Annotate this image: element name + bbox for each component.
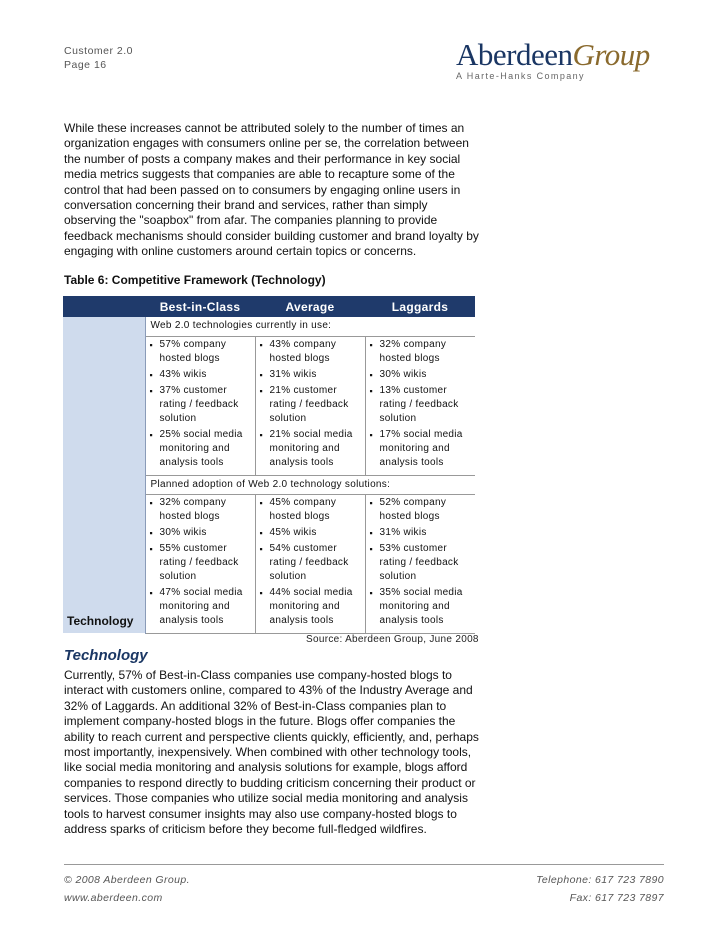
list-item: ▪ 57% company hosted blogs	[150, 338, 251, 366]
list-item: ▪ 13% customer rating / feedback solution	[370, 384, 472, 426]
list-item: ▪ 44% social media monitoring and analysis tools	[260, 586, 361, 628]
list-item: ▪ 25% social media monitoring and analysis tools	[150, 428, 251, 470]
list-item: ▪ 43% wikis	[150, 368, 251, 382]
list-item: ▪ 45% wikis	[260, 526, 361, 540]
cell-current-average	[255, 336, 365, 475]
list-item: ▪ 45% company hosted blogs	[260, 496, 361, 524]
list-item: ▪ 21% customer rating / feedback solution	[260, 384, 361, 426]
list-item: ▪ 53% customer rating / feedback solution	[370, 542, 472, 584]
list-item: ▪ 31% wikis	[260, 368, 361, 382]
cell-planned-laggards	[365, 494, 475, 633]
list-item: ▪ 30% wikis	[370, 368, 472, 382]
list-item: ▪ 35% social media monitoring and analysis tools	[370, 586, 472, 628]
fax: Fax: 617 723 7897	[569, 892, 664, 904]
cell-current-best-in-class	[145, 336, 255, 475]
footer-right	[536, 871, 664, 907]
column-header-best-in-class: Best-in-Class	[145, 296, 255, 317]
cell-current-laggards	[365, 336, 475, 475]
list-item: ▪ 17% social media monitoring and analysis tools	[370, 428, 472, 470]
column-header-laggards: Laggards	[365, 296, 475, 317]
list-item: ▪ 43% company hosted blogs	[260, 338, 361, 366]
table-title: Table 6: Competitive Framework (Technology)	[64, 273, 326, 287]
telephone: Telephone: 617 723 7890	[536, 874, 664, 886]
document-title: Customer 2.0	[64, 45, 134, 57]
list-item: ▪ 32% company hosted blogs	[370, 338, 472, 366]
footer-left	[64, 871, 190, 907]
list-item: ▪ 32% company hosted blogs	[150, 496, 251, 524]
competitive-framework-table	[63, 296, 475, 634]
list-item: ▪ 30% wikis	[150, 526, 251, 540]
list-item: ▪ 52% company hosted blogs	[370, 496, 472, 524]
running-header	[64, 44, 133, 72]
logo-subtitle: A Harte-Hanks Company	[456, 71, 585, 81]
page-number: Page 16	[64, 59, 107, 71]
table-source: Source: Aberdeen Group, June 2008	[306, 634, 479, 645]
table-header-row	[63, 296, 475, 317]
intro-paragraph: While these increases cannot be attributed solely to the number of times an organization engages with consumers online per se, the correlation between the number of posts a company makes and their performance in key social media metrics suggests that companies are able to recapture some of the control that had been passed on to consumers by engaging online users in conversation concerning their brand and services, rather than simply observing the "soapbox" from afar. The companies planning to provide feedback mechanisms should consider building customer and brand loyalty by engaging with online customers around certain topics or concerns.	[64, 121, 479, 259]
footer-divider	[64, 864, 664, 865]
column-header-average: Average	[255, 296, 365, 317]
logo-main-text: Aberdeen	[456, 37, 573, 72]
list-item: ▪ 54% customer rating / feedback solution	[260, 542, 361, 584]
copyright: © 2008 Aberdeen Group.	[64, 874, 190, 886]
section-heading-planned: Planned adoption of Web 2.0 technology solutions:	[145, 475, 475, 494]
list-item: ▪ 37% customer rating / feedback solution	[150, 384, 251, 426]
list-item: ▪ 47% social media monitoring and analysis tools	[150, 586, 251, 628]
list-item: ▪ 55% customer rating / feedback solution	[150, 542, 251, 584]
list-item: ▪ 21% social media monitoring and analysis tools	[260, 428, 361, 470]
logo-accent-text: Group	[572, 37, 650, 72]
cell-planned-best-in-class	[145, 494, 255, 633]
aberdeen-logo	[456, 37, 650, 81]
list-item: ▪ 31% wikis	[370, 526, 472, 540]
section-title: Technology	[64, 647, 148, 664]
section-heading-current: Web 2.0 technologies currently in use:	[145, 317, 475, 336]
cell-planned-average	[255, 494, 365, 633]
section-paragraph: Currently, 57% of Best-in-Class companies use company-hosted blogs to interact with customers online, compared to 43% of the Industry Average and 32% of Laggards. An additional 32% of Best-in-Class companies plan to implement company-hosted blogs in the future. Blogs offer companies the ability to reach current and perspective clients quickly, efficiently, and, perhaps most importantly, inexpensively. When combined with other technology tools, like social media monitoring and analysis solutions for example, blogs afford companies to respond directly to budding criticism concerning their product or services. Those companies who utilize social media monitoring and analysis tools to harvest consumer insights may also use company-hosted blogs to address sparks of criticism before they become full-fledged wildfires.	[64, 668, 479, 837]
row-label-technology: Technology	[63, 317, 145, 633]
website: www.aberdeen.com	[64, 892, 163, 904]
